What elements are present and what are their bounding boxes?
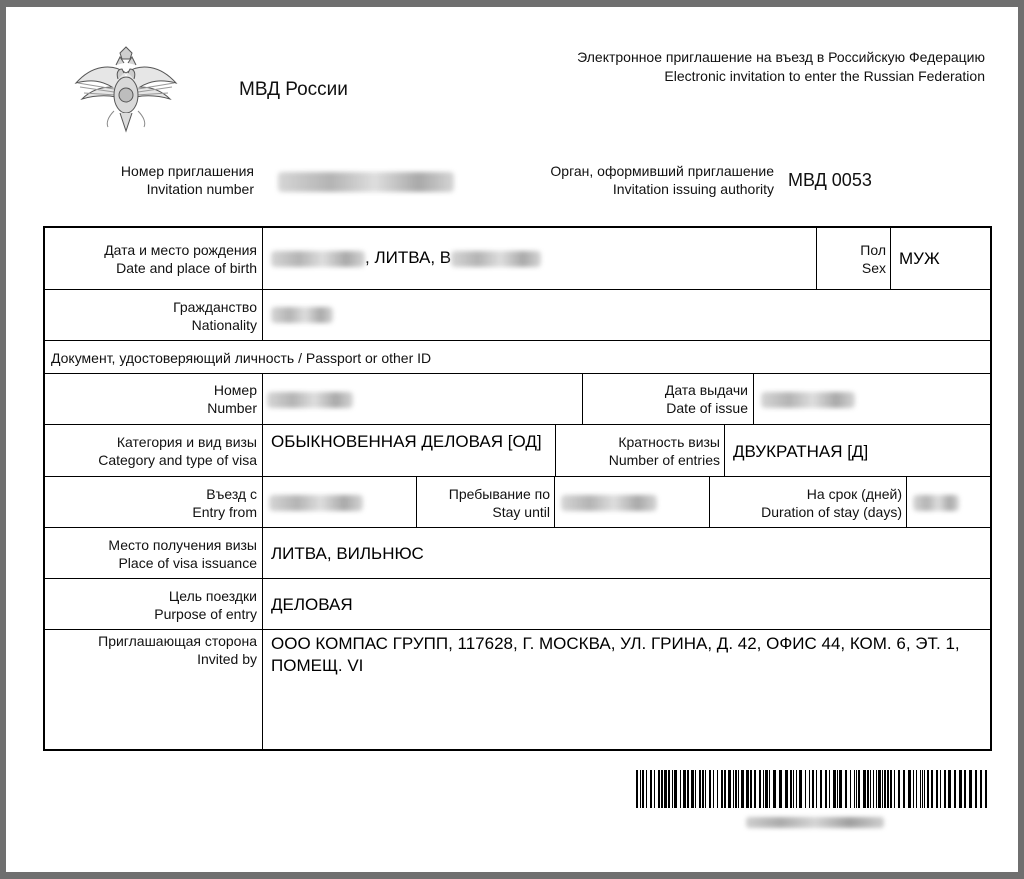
barcode-bar bbox=[664, 770, 667, 808]
passport-number-label: Номер Number bbox=[207, 382, 257, 416]
issuing-authority-label: Орган, оформивший приглашение Invitation issuing authority bbox=[550, 163, 774, 197]
barcode-bar bbox=[646, 770, 647, 808]
barcode-bar bbox=[870, 770, 871, 808]
col-divider bbox=[262, 373, 263, 751]
barcode-bar bbox=[964, 770, 966, 808]
birth-label: Дата и место рождения Date and place of birth bbox=[104, 242, 257, 276]
issuing-authority-value: МВД 0053 bbox=[788, 170, 872, 190]
barcode-bar bbox=[717, 770, 718, 808]
entries-value: ДВУКРАТНАЯ [Д] bbox=[733, 442, 869, 461]
col-divider bbox=[582, 373, 583, 424]
document-section-header: Документ, удостоверяющий личность / Passport or other ID bbox=[51, 350, 432, 366]
issuance-place-label: Место получения визы Place of visa issuance bbox=[108, 537, 257, 571]
entry-from-label: Въезд с Entry from bbox=[192, 486, 257, 520]
barcode-bar bbox=[785, 770, 788, 808]
row-divider bbox=[45, 340, 990, 341]
barcode-bar bbox=[931, 770, 933, 808]
barcode-bar bbox=[724, 770, 726, 808]
barcode-bar bbox=[858, 770, 860, 808]
entries-label: Кратность визы Number of entries bbox=[608, 434, 720, 468]
stay-until-label: Пребывание по Stay until bbox=[448, 486, 550, 520]
barcode-bar bbox=[898, 770, 900, 808]
purpose-value: ДЕЛОВАЯ bbox=[271, 595, 353, 614]
col-divider bbox=[416, 476, 417, 527]
row-divider bbox=[45, 629, 990, 630]
col-divider bbox=[555, 424, 556, 476]
barcode-bar bbox=[640, 770, 641, 808]
barcode-bar bbox=[750, 770, 752, 808]
barcode-bar bbox=[754, 770, 756, 808]
document-title-ru: Электронное приглашение на въезд в Российскую Федерацию bbox=[577, 49, 985, 65]
barcode-bar bbox=[876, 770, 877, 808]
barcode-bar bbox=[805, 770, 806, 808]
barcode-bar bbox=[985, 770, 987, 808]
barcode-bar bbox=[705, 770, 706, 808]
invitation-number-label: Номер приглашения Invitation number bbox=[120, 163, 254, 197]
barcode-bar bbox=[672, 770, 673, 808]
barcode-bar bbox=[829, 770, 830, 808]
barcode-bar bbox=[845, 770, 847, 808]
barcode-bar bbox=[908, 770, 911, 808]
row-divider bbox=[45, 476, 990, 477]
barcode-bar bbox=[636, 770, 638, 808]
visa-category-label: Категория и вид визы Category and type of visa bbox=[98, 434, 257, 468]
barcode-bar bbox=[980, 770, 982, 808]
barcode-bar bbox=[661, 770, 663, 808]
barcode-bar bbox=[642, 770, 644, 808]
col-divider bbox=[554, 476, 555, 527]
col-divider bbox=[890, 228, 891, 289]
barcode-bar bbox=[922, 770, 923, 808]
barcode-bar bbox=[763, 770, 764, 808]
nationality-value-redacted bbox=[271, 306, 333, 324]
barcode-bar bbox=[837, 770, 838, 808]
barcode-bar bbox=[867, 770, 869, 808]
barcode-bar bbox=[816, 770, 817, 808]
row-divider bbox=[45, 578, 990, 579]
barcode-bar bbox=[924, 770, 925, 808]
barcode-bar bbox=[746, 770, 749, 808]
barcode-bar bbox=[890, 770, 892, 808]
barcode-bar bbox=[969, 770, 972, 808]
barcode-bar bbox=[773, 770, 776, 808]
ministry-name: МВД России bbox=[239, 79, 348, 100]
barcode-bar bbox=[769, 770, 770, 808]
barcode-bar bbox=[650, 770, 652, 808]
purpose-label: Цель поездки Purpose of entry bbox=[154, 588, 257, 622]
barcode-bar bbox=[948, 770, 951, 808]
nationality-label: Гражданство Nationality bbox=[173, 299, 257, 333]
invitation-document bbox=[6, 7, 1018, 872]
col-divider bbox=[753, 373, 754, 424]
barcode-bar bbox=[944, 770, 946, 808]
barcode bbox=[636, 770, 988, 808]
barcode-bar bbox=[738, 770, 739, 808]
barcode-bar bbox=[940, 770, 941, 808]
barcode-bar bbox=[920, 770, 921, 808]
barcode-bar bbox=[884, 770, 886, 808]
passport-number-redacted bbox=[267, 391, 353, 409]
barcode-bar bbox=[699, 770, 701, 808]
barcode-bar bbox=[735, 770, 737, 808]
barcode-bar bbox=[916, 770, 917, 808]
invitation-number-value-redacted bbox=[278, 172, 454, 192]
barcode-bar bbox=[728, 770, 731, 808]
barcode-bar bbox=[863, 770, 866, 808]
invited-by-label: Приглашающая сторона Invited by bbox=[98, 633, 257, 667]
barcode-bar bbox=[954, 770, 956, 808]
barcode-bar bbox=[741, 770, 744, 808]
barcode-bar bbox=[790, 770, 792, 808]
sex-label: Пол Sex bbox=[860, 242, 886, 276]
barcode-bar bbox=[687, 770, 689, 808]
barcode-bar bbox=[856, 770, 857, 808]
invitation-form-table bbox=[43, 226, 992, 751]
row-divider bbox=[45, 527, 990, 528]
visa-category-value: ОБЫКНОВЕННАЯ ДЕЛОВАЯ [ОД] bbox=[271, 432, 542, 451]
document-title-en: Electronic invitation to enter the Russian Federation bbox=[664, 68, 985, 84]
barcode-bar bbox=[683, 770, 686, 808]
barcode-bar bbox=[680, 770, 681, 808]
col-divider bbox=[262, 228, 263, 340]
barcode-bar bbox=[825, 770, 827, 808]
barcode-bar bbox=[820, 770, 822, 808]
sex-value: МУЖ bbox=[899, 249, 940, 268]
barcode-bar bbox=[959, 770, 962, 808]
barcode-bar bbox=[873, 770, 874, 808]
col-divider bbox=[724, 424, 725, 476]
barcode-bar bbox=[668, 770, 670, 808]
barcode-bar bbox=[654, 770, 655, 808]
barcode-bar bbox=[878, 770, 881, 808]
col-divider bbox=[906, 476, 907, 527]
row-divider bbox=[45, 289, 990, 290]
barcode-bar bbox=[975, 770, 977, 808]
barcode-bar bbox=[850, 770, 851, 808]
barcode-bar bbox=[674, 770, 677, 808]
barcode-bar bbox=[839, 770, 842, 808]
barcode-bar bbox=[894, 770, 895, 808]
barcode-bar bbox=[709, 770, 711, 808]
duration-label: На срок (дней) Duration of stay (days) bbox=[761, 486, 902, 520]
issue-date-redacted bbox=[761, 391, 855, 409]
row-divider bbox=[45, 373, 990, 374]
barcode-bar bbox=[809, 770, 810, 808]
barcode-bar bbox=[887, 770, 889, 808]
birth-value: , ЛИТВА, В bbox=[271, 247, 541, 268]
barcode-bar bbox=[765, 770, 768, 808]
col-divider bbox=[709, 476, 710, 527]
barcode-number-redacted bbox=[746, 817, 884, 828]
row-divider bbox=[45, 424, 990, 425]
issue-date-label: Дата выдачи Date of issue bbox=[664, 382, 748, 416]
issuance-place-value: ЛИТВА, ВИЛЬНЮС bbox=[271, 544, 424, 563]
barcode-bar bbox=[854, 770, 855, 808]
barcode-bar bbox=[796, 770, 797, 808]
barcode-bar bbox=[733, 770, 734, 808]
barcode-bar bbox=[793, 770, 794, 808]
barcode-bar bbox=[936, 770, 938, 808]
col-divider bbox=[816, 228, 817, 289]
barcode-bar bbox=[799, 770, 802, 808]
barcode-bar bbox=[695, 770, 696, 808]
barcode-bar bbox=[812, 770, 814, 808]
barcode-bar bbox=[882, 770, 883, 808]
barcode-bar bbox=[903, 770, 905, 808]
barcode-bar bbox=[713, 770, 714, 808]
barcode-bar bbox=[759, 770, 761, 808]
barcode-bar bbox=[927, 770, 929, 808]
barcode-bar bbox=[658, 770, 660, 808]
eagle-emblem-icon bbox=[72, 43, 180, 135]
barcode-bar bbox=[779, 770, 782, 808]
invited-by-value: ООО КОМПАС ГРУПП, 117628, Г. МОСКВА, УЛ. ГРИНА, Д. 42, ОФИС 44, КОМ. 6, ЭТ. 1, ПОМЕЩ. VI bbox=[271, 634, 960, 675]
entry-from-redacted bbox=[269, 494, 363, 512]
barcode-bar bbox=[702, 770, 704, 808]
barcode-bar bbox=[913, 770, 914, 808]
stay-until-redacted bbox=[561, 494, 657, 512]
barcode-bar bbox=[833, 770, 836, 808]
barcode-bar bbox=[721, 770, 723, 808]
barcode-bar bbox=[691, 770, 694, 808]
duration-redacted bbox=[913, 494, 959, 512]
